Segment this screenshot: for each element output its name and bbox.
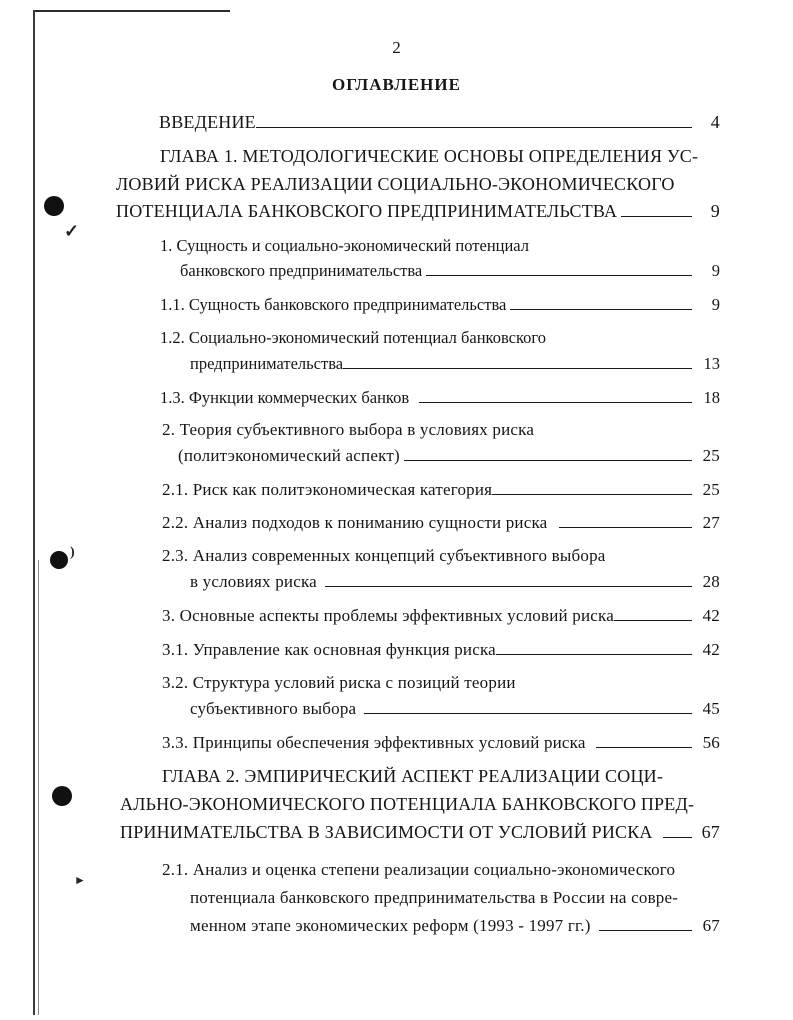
chapter-2-heading: АЛЬНО-ЭКОНОМИЧЕСКОГО ПОТЕНЦИАЛА БАНКОВСКОГО ПРЕД- <box>120 794 695 814</box>
leader-line <box>510 296 692 310</box>
entry-text: 1.1. Сущность банковского предпринимательства <box>160 295 507 314</box>
toc-entry-ch2-2-1-last <box>190 916 720 936</box>
entry-page: 42 <box>702 640 720 659</box>
page-number: 2 <box>392 38 401 57</box>
toc-entry-3-2-last <box>190 699 720 719</box>
toc-entry-1-2-last <box>190 354 720 374</box>
toc-title: ОГЛАВЛЕНИЕ <box>332 75 461 94</box>
entry-text: 2.1. Риск как политэкономическая категория <box>162 480 493 499</box>
toc-entry-1-3 <box>160 388 720 408</box>
scan-edge-top <box>34 10 230 12</box>
chapter-2-heading-last <box>120 822 720 843</box>
entry-text: ПРИНИМАТЕЛЬСТВА В ЗАВИСИМОСТИ ОТ УСЛОВИЙ РИСКА <box>120 822 653 842</box>
leader-line <box>343 355 692 369</box>
entry-text: ПОТЕНЦИАЛА БАНКОВСКОГО ПРЕДПРИНИМАТЕЛЬСТВА <box>116 201 618 221</box>
leader-line <box>426 262 692 276</box>
leader-line <box>492 480 692 495</box>
leader-line <box>496 640 692 655</box>
toc-entry-3-2: 3.2. Структура условий риска с позиций теории <box>162 673 516 692</box>
entry-page: 9 <box>711 295 720 314</box>
toc-entry-2-2 <box>162 513 720 533</box>
scan-artifact: ) <box>70 545 75 560</box>
entry-page: 9 <box>711 261 720 280</box>
toc-entry-1-1 <box>160 295 720 315</box>
entry-page: 4 <box>710 112 720 132</box>
leader-line <box>621 202 692 217</box>
entry-page: 67 <box>701 822 720 842</box>
entry-text: 3.1. Управление как основная функция риска <box>162 640 496 659</box>
entry-text: (политэкономический аспект) <box>178 446 400 465</box>
entry-text: 3.3. Принципы обеспечения эффективных условий риска <box>162 733 586 752</box>
toc-entry-1-last <box>180 261 720 281</box>
entry-text: менном этапе экономических реформ (1993 - 1997 гг.) <box>190 916 591 935</box>
punch-hole <box>52 786 72 806</box>
scan-edge-left <box>33 10 35 1015</box>
punch-hole <box>44 196 64 216</box>
leader-line <box>256 113 692 128</box>
leader-line <box>419 389 692 403</box>
leader-line <box>663 823 692 838</box>
entry-page: 13 <box>703 354 720 373</box>
toc-entry-ch2-2-1: потенциала банковского предпринимательства в России на совре- <box>190 888 679 907</box>
scan-artifact: ✓ <box>64 221 80 241</box>
chapter-1-heading-last <box>116 201 720 222</box>
leader-line <box>596 733 692 748</box>
entry-text: ВВЕДЕНИЕ <box>159 112 256 132</box>
punch-hole <box>50 551 68 569</box>
chapter-1-heading: ЛОВИЙ РИСКА РЕАЛИЗАЦИИ СОЦИАЛЬНО-ЭКОНОМИЧЕСКОГО <box>116 174 675 194</box>
toc-entry-1: 1. Сущность и социально-экономический потенциал <box>160 236 530 255</box>
chapter-1-heading: ГЛАВА 1. МЕТОДОЛОГИЧЕСКИЕ ОСНОВЫ ОПРЕДЕЛЕНИЯ УС- <box>160 146 699 166</box>
leader-line <box>325 572 692 587</box>
toc-entry-1-2: 1.2. Социально-экономический потенциал банковского <box>160 328 547 347</box>
entry-page: 56 <box>702 733 720 752</box>
chapter-2-heading: ГЛАВА 2. ЭМПИРИЧЕСКИЙ АСПЕКТ РЕАЛИЗАЦИИ СОЦИ- <box>162 766 664 786</box>
leader-line <box>559 513 692 528</box>
entry-page: 28 <box>702 572 720 591</box>
entry-text: банковского предпринимательства <box>180 261 423 280</box>
entry-text: 3. Основные аспекты проблемы эффективных условий риска <box>162 606 614 625</box>
entry-page: 25 <box>702 446 720 465</box>
entry-text: 1.3. Функции коммерческих банков <box>160 388 410 407</box>
leader-line <box>599 916 692 931</box>
toc-entry-3-3 <box>162 733 720 753</box>
toc-entry-3-1 <box>162 640 720 660</box>
entry-page: 18 <box>703 388 720 407</box>
leader-line <box>614 606 692 621</box>
toc-entry-2-1 <box>162 480 720 500</box>
toc-entry-2-last <box>178 446 720 466</box>
toc-entry-2-3: 2.3. Анализ современных концепций субъективного выбора <box>162 546 606 565</box>
entry-page: 42 <box>702 606 720 625</box>
scan-edge-left-inner <box>38 560 39 1015</box>
entry-text: предпринимательства <box>190 354 344 373</box>
leader-line <box>364 699 692 714</box>
toc-entry-introduction <box>159 112 720 133</box>
leader-line <box>404 446 692 461</box>
toc-entry-2-3-last <box>190 572 720 592</box>
entry-page: 9 <box>710 201 720 221</box>
scan-artifact: ► <box>74 873 86 887</box>
toc-entry-ch2-2-1: 2.1. Анализ и оценка степени реализации социально-экономического <box>162 860 676 879</box>
entry-page: 45 <box>702 699 720 718</box>
entry-text: субъективного выбора <box>190 699 357 718</box>
entry-page: 67 <box>702 916 720 935</box>
toc-entry-2: 2. Теория субъективного выбора в условиях риска <box>162 420 535 439</box>
entry-page: 27 <box>702 513 720 532</box>
entry-text: 2.2. Анализ подходов к пониманию сущности риска <box>162 513 548 532</box>
toc-entry-3 <box>162 606 720 626</box>
entry-text: в условиях риска <box>190 572 317 591</box>
entry-page: 25 <box>702 480 720 499</box>
